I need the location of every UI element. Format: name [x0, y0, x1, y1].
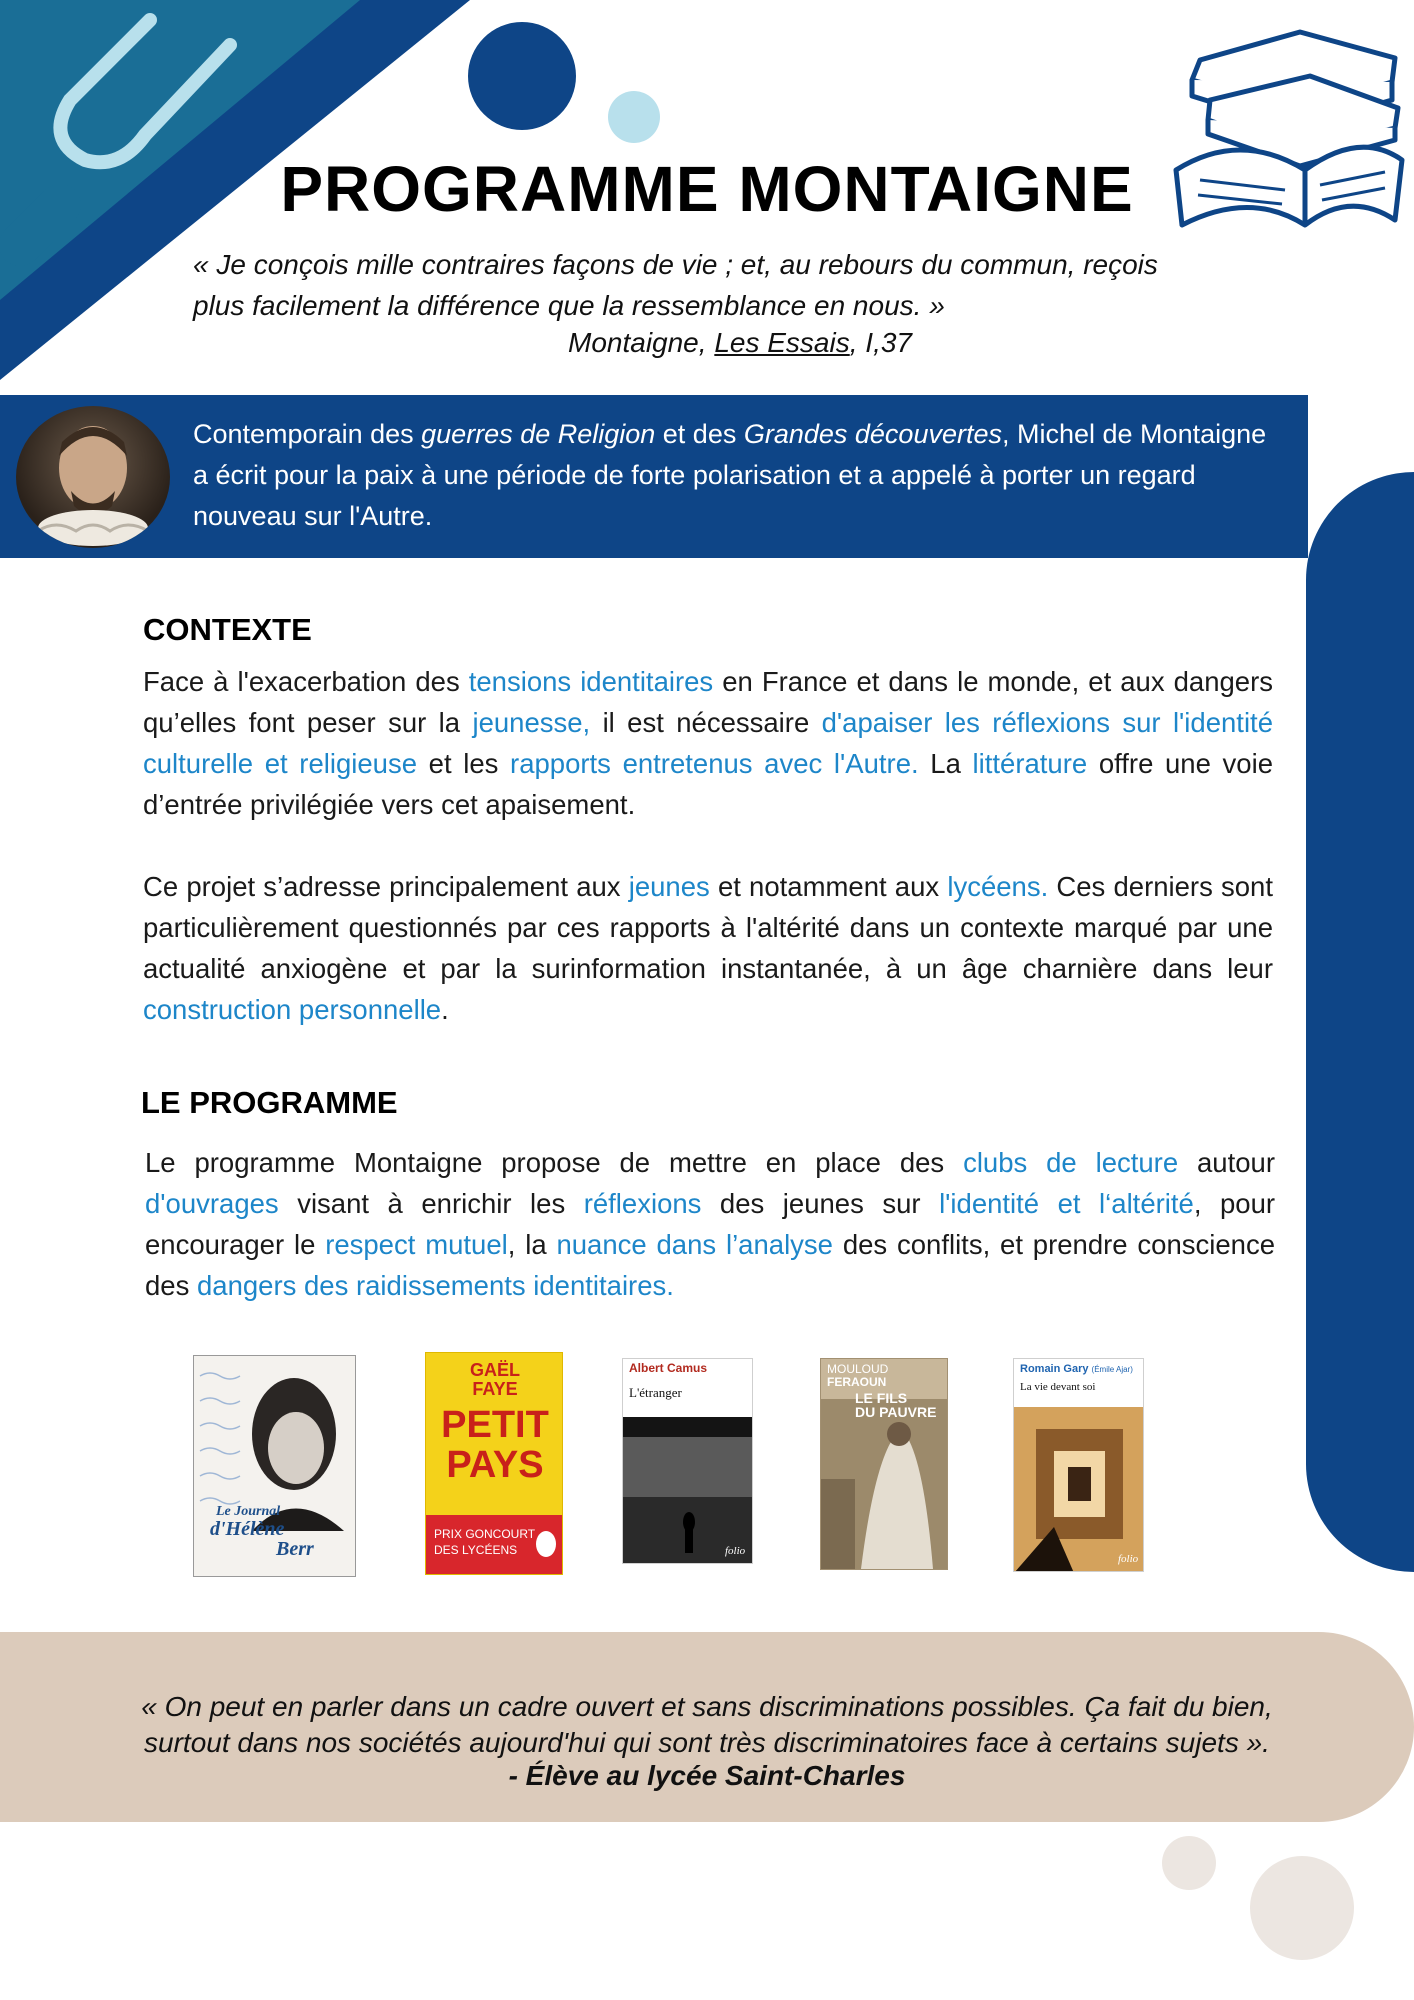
contexte-heading: CONTEXTE	[143, 612, 312, 647]
source-work: Les Essais	[714, 327, 850, 358]
highlight-run: respect mutuel	[325, 1229, 508, 1260]
faye-prize-line: PRIX GONCOURT	[434, 1527, 536, 1541]
decorative-dot	[1250, 1856, 1354, 1960]
faye-title-line: PAYS	[446, 1444, 544, 1486]
text-run: et les	[417, 748, 511, 779]
highlight-run: tensions identitaires	[468, 666, 714, 697]
text-run: visant à enrichir les	[278, 1188, 584, 1219]
text-run: il est nécessaire	[590, 707, 822, 738]
faye-title	[426, 1405, 563, 1485]
text-run: des conflits, et prendre conscience des	[145, 1229, 1275, 1301]
text-run: en France et dans le monde, et aux dangers qu’elles font peser sur la	[143, 666, 1273, 738]
intro-text: Contemporain des	[193, 419, 422, 449]
gary-alias: (Émile Ajar)	[1091, 1365, 1133, 1374]
portrait-image	[16, 406, 170, 548]
highlight-run: littérature	[972, 748, 1088, 779]
feraoun-author-line: FERAOUN	[827, 1375, 887, 1389]
book-cover-vie-devant-soi	[1013, 1358, 1144, 1572]
feraoun-author-line: MOULOUD	[827, 1362, 889, 1376]
text-run: .	[441, 994, 449, 1025]
intro-emphasis: guerres de Religion	[421, 419, 656, 449]
testimonial-quote	[0, 1689, 1414, 1761]
navy-circle-shape	[468, 22, 576, 130]
text-run: , pour encourager le	[145, 1188, 1276, 1260]
right-side-band	[1306, 472, 1414, 1572]
highlight-run: nuance dans l’analyse	[556, 1229, 833, 1260]
faye-prize-line: DES LYCÉENS	[434, 1543, 518, 1557]
source-ref: , I,37	[849, 327, 912, 358]
highlight-run: lycéens.	[947, 871, 1049, 902]
text-run: offre une voie d’entrée privilégiée vers cet apaisement.	[143, 748, 1273, 820]
highlight-run: d'ouvrages	[145, 1188, 279, 1219]
camus-photo-image	[623, 1417, 753, 1564]
text-run: Face à l'exacerbation des	[143, 666, 469, 697]
quote-line: « Je conçois mille contraires façons de vie ; et, au rebours du commun, reçois	[193, 249, 1158, 280]
light-circle-shape	[608, 91, 660, 143]
quote-source	[568, 327, 912, 359]
intro-text: , Michel de Montaigne a écrit pour la paix à une période de forte polarisation et a appelé à porter un regard nouveau sur l'Autre.	[193, 419, 1267, 531]
highlight-run: clubs de lecture	[963, 1147, 1179, 1178]
berr-title-line: Le Journal	[216, 1504, 281, 1519]
camus-title: L'étranger	[629, 1385, 682, 1400]
page-title: PROGRAMME MONTAIGNE	[280, 153, 1134, 225]
feraoun-title-line: DU PAUVRE	[855, 1404, 937, 1420]
programme-heading: LE PROGRAMME	[141, 1085, 398, 1120]
book-cover-fils-du-pauvre	[820, 1358, 948, 1570]
berr-photo-image	[194, 1356, 356, 1577]
text-run: des jeunes sur	[701, 1188, 940, 1219]
faye-prize	[434, 1526, 535, 1558]
gary-author: Romain Gary	[1020, 1363, 1089, 1375]
highlight-run: jeunesse,	[472, 707, 591, 738]
book-cover-letranger	[622, 1358, 753, 1564]
testimonial-author: - Élève au lycée Saint-Charles	[508, 1760, 906, 1791]
book-cover-petit-pays	[425, 1352, 563, 1575]
intro-paragraph	[193, 414, 1273, 537]
text-run: Ce projet s’adresse principalement aux	[143, 871, 629, 902]
gary-publisher: folio	[1118, 1553, 1139, 1565]
highlight-run: dangers des raidissements identitaires.	[196, 1270, 674, 1301]
text-run: , la	[507, 1229, 557, 1260]
intro-text: et des	[655, 419, 744, 449]
camus-publisher: folio	[725, 1545, 746, 1557]
highlight-run: d'apaiser les réflexions sur l'identité culturelle et religieuse	[143, 707, 1273, 779]
testimonial-line: surtout dans nos sociétés aujourd'hui qui sont très discriminatoires face à certains sujets ».	[144, 1727, 1270, 1758]
berr-title-line: Berr	[276, 1538, 314, 1560]
feraoun-title-line: LE FILS	[855, 1390, 908, 1406]
decorative-dot	[1162, 1836, 1216, 1890]
highlight-run: l'identité et l‘altérité	[939, 1188, 1194, 1219]
faye-author	[426, 1361, 563, 1399]
highlight-run: réflexions	[583, 1188, 702, 1219]
highlight-run: construction personnelle	[143, 994, 442, 1025]
text-run: Le programme Montaigne propose de mettre en place des	[145, 1147, 964, 1178]
programme-paragraph	[145, 1142, 1275, 1306]
text-run: et notamment aux	[709, 871, 948, 902]
testimonial-line: « On peut en parler dans un cadre ouvert et sans discriminations possibles. Ça fait du bien,	[141, 1691, 1273, 1722]
camus-author: Albert Camus	[629, 1361, 708, 1375]
contexte-paragraph-1	[143, 661, 1273, 825]
highlight-run: jeunes	[628, 871, 710, 902]
text-run: La	[918, 748, 973, 779]
feraoun-author	[827, 1363, 888, 1389]
highlight-run: rapports entretenus avec l'Autre.	[510, 748, 919, 779]
berr-title-line: d'Hélène	[210, 1518, 285, 1540]
feraoun-title	[855, 1391, 936, 1419]
intro-emphasis: Grandes découvertes	[743, 419, 1002, 449]
faye-title-line: PETIT	[441, 1404, 549, 1446]
montaigne-quote	[193, 244, 1273, 326]
publisher-logo-icon	[536, 1531, 556, 1557]
faye-author-line: GAËL	[469, 1360, 520, 1380]
gary-photo-image	[1014, 1407, 1144, 1572]
gary-title: La vie devant soi	[1020, 1381, 1096, 1393]
montaigne-portrait	[16, 406, 170, 548]
text-run: Ces derniers sont particulièrement questionnés par ces rapports à l'altérité dans un contexte marqué par une actualité anxiogène et par la surinformation instantanée, à un âge charnière dans leur	[143, 871, 1273, 984]
text-run: autour	[1178, 1147, 1275, 1178]
quote-line: plus facilement la différence que la ressemblance en nous. »	[193, 290, 945, 321]
contexte-paragraph-2	[143, 866, 1273, 1030]
source-author: Montaigne,	[568, 327, 715, 358]
gary-author-line	[1020, 1363, 1133, 1375]
faye-author-line: FAYE	[472, 1379, 518, 1399]
book-cover-helene-berr	[193, 1355, 356, 1577]
